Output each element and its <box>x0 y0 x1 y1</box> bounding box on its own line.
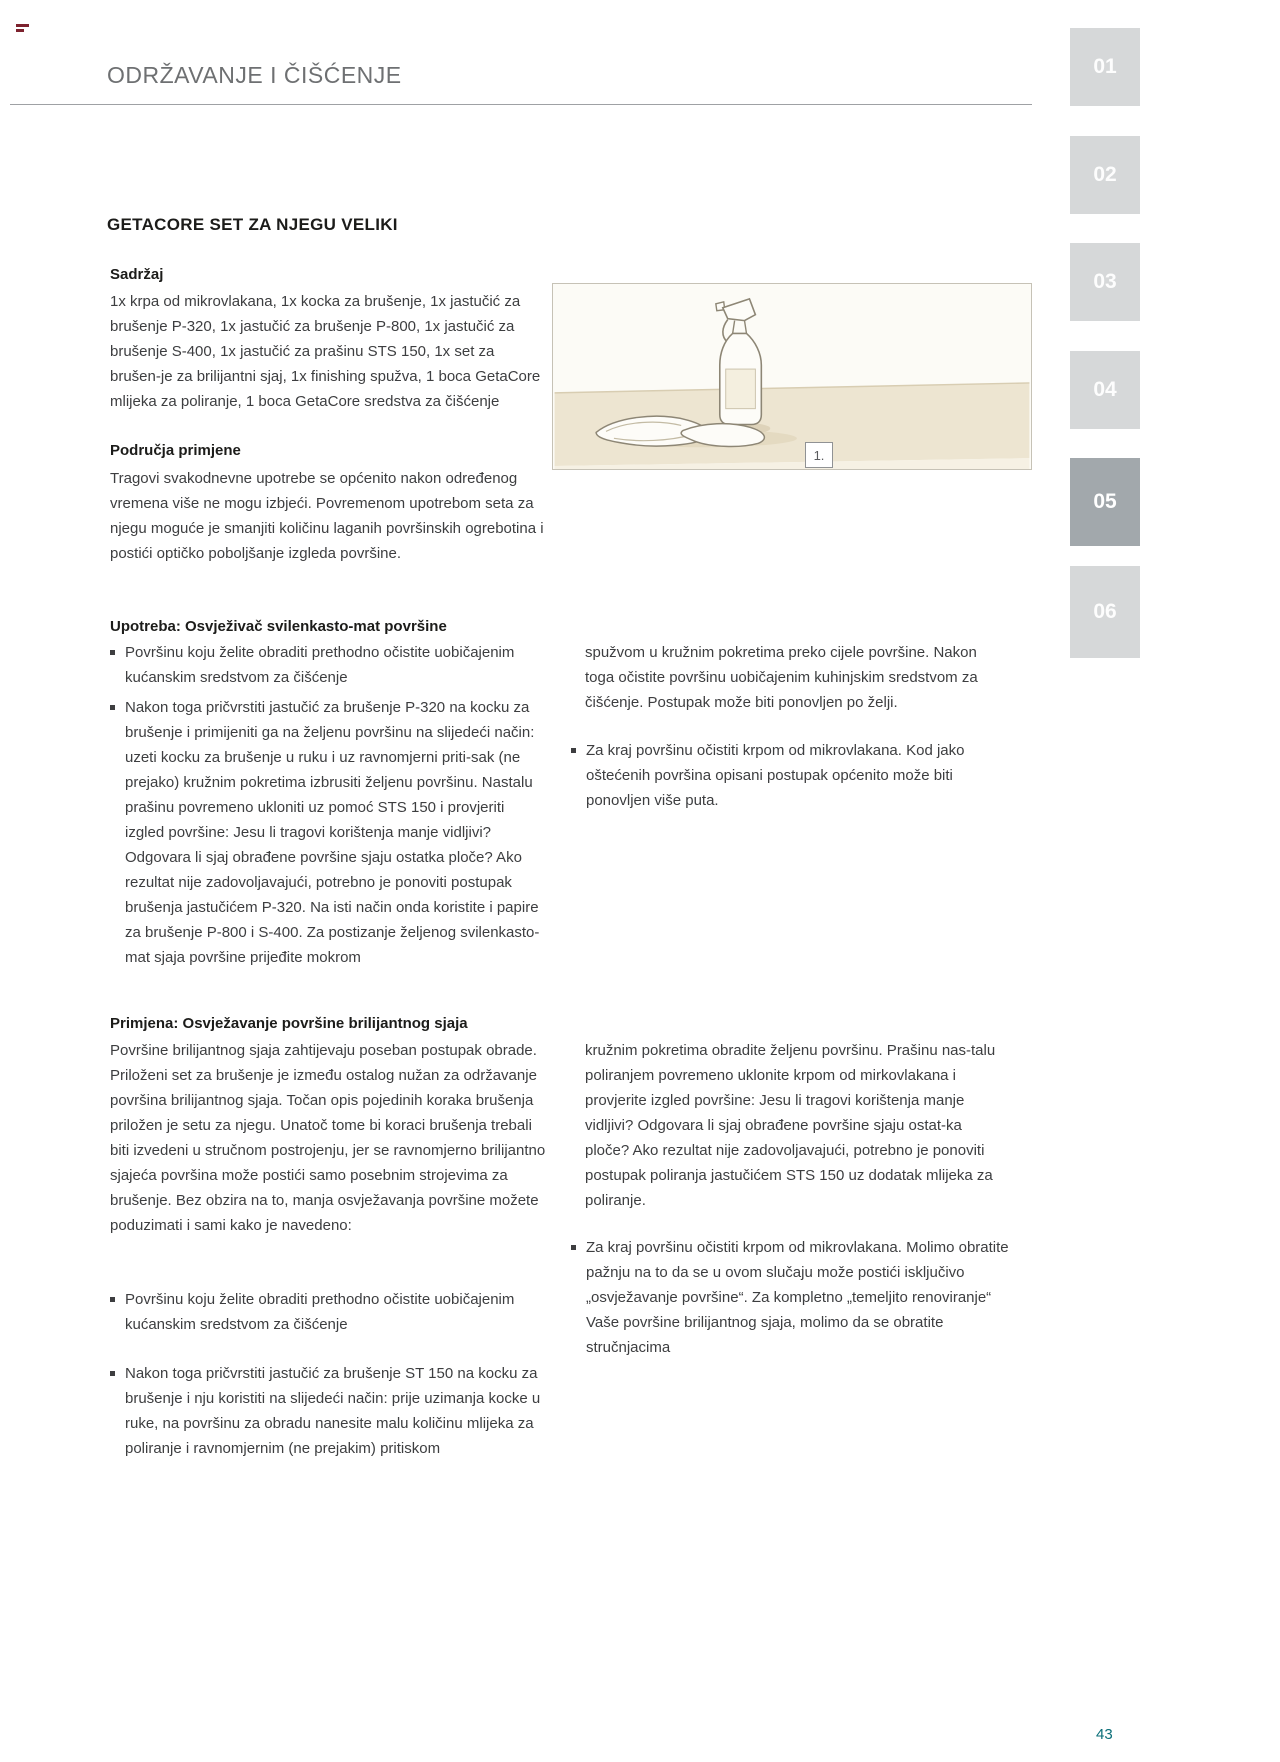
section-heading-primjena: Primjena: Osvježavanje površine brilijantnog sjaja <box>110 1015 468 1032</box>
section-heading-upotreba: Upotreba: Osvježivač svilenkasto-mat površine <box>110 618 447 635</box>
tab-02[interactable]: 02 <box>1070 136 1140 214</box>
list-item <box>110 1287 547 1337</box>
bullet-icon <box>110 1371 115 1376</box>
list-item <box>571 738 1007 813</box>
list-item-text: Nakon toga pričvrstiti jastučić za brušenje P-320 na kocku za brušenje i primijeniti ga na željenu površinu na slijedeći način: uzeti kocku za brušenje u ruku i uz ravnomjerni priti-sak (ne prejako) kružnim pokretima izbrusiti željenu površinu. Nastalu prašinu povremeno ukloniti uz pomoć STS 150 i provjeriti izgled površine: Jesu li tragovi korištenja manje vidljivi? Odgovara li sjaj obrađene površine sjaju ostatka ploče? Ako rezultat nije zadovoljavajući, potrebno je ponoviti postupak brušenja jastučićem P-320. Na isti način onda koristite i papire za brušenje P-800 i S-400. Za postizanje željenog svilenkasto-mat sjaja površine prijeđite mokrom <box>125 699 540 966</box>
section-heading-sadrzaj: Sadržaj <box>110 266 164 283</box>
header-divider <box>10 104 1032 105</box>
upotreba-right-text: spužvom u kružnim pokretima preko cijele površine. Nakon toga očistite površinu uobičajenim kuhinjskim sredstvom za čišćenje. Postupak može biti ponovljen po želji. <box>585 644 978 711</box>
list-item <box>571 1235 1009 1360</box>
tab-01[interactable]: 01 <box>1070 28 1140 106</box>
primjena-right-text: kružnim pokretima obradite željenu površinu. Prašinu nas-talu poliranjem povremeno uklonite krpom od mirkovlakana i provjerite izgled površine: Jesu li tragovi korištenja manje vidljivi? Odgovara li sjaj obrađene površine sjaju ostat-ka ploče? Ako rezultat nije zadovoljavajući, potrebno je ponoviti postupak poliranja jastučićem STS 150 uz dodatak mlijeka za poliranje. <box>585 1042 996 1209</box>
list-item-text: Površinu koju želite obraditi prethodno očistite uobičajenim kućanskim sredstvom za čišćenje <box>125 1291 515 1333</box>
spray-bottle-cloth-drawing <box>553 284 1031 469</box>
list-item-text: Površinu koju želite obraditi prethodno očistite uobičajenim kućanskim sredstvom za čišćenje <box>125 644 515 686</box>
figure-number: 1. <box>805 442 833 468</box>
page-number: 43 <box>1096 1726 1113 1743</box>
section-heading-podrucja: Područja primjene <box>110 442 241 459</box>
list-item-text: Za kraj površinu očistiti krpom od mikrovlakana. Kod jako oštećenih površina opisani postupak općenito može biti ponovljen više puta. <box>586 742 965 809</box>
upotreba-left-list <box>110 640 547 970</box>
tab-05-active[interactable]: 05 <box>1070 458 1140 546</box>
primjena-left-text: Površine brilijantnog sjaja zahtijevaju poseban postupak obrade. Priloženi set za brušenje je između ostalog nužan za održavanje površina brilijantnog sjaja. Točan opis pojedinih koraka brušenja priložen je setu za njegu. Unatoč tome bi koraci brušenja trebali biti izvedeni u stručnom postrojenju, jer se ravnomjerno brilijantno sjajeća površina može postići samo posebnim strojevima za brušenje. Bez obzira na to, manja osvježavanja površine možete poduzimati i sami kako je navedeno: <box>110 1042 546 1234</box>
bullet-icon <box>571 748 576 753</box>
bullet-icon <box>110 650 115 655</box>
brand-logo <box>16 24 29 34</box>
chapter-title: ODRŽAVANJE I ČIŠĆENJE <box>107 62 402 88</box>
primjena-right-list <box>571 1235 1009 1360</box>
list-item-text: Za kraj površinu očistiti krpom od mikrovlakana. Molimo obratite pažnju na to da se u ovom slučaju može postići isključivo „osvježavanje površine“. Za kompletno „temeljito renoviranje“ Vaše površine brilijantnog sjaja, molimo da se obratite stručnjacima <box>586 1239 1009 1356</box>
podrucja-text: Tragovi svakodnevne upotrebe se općenito nakon određenog vremena više ne mogu izbjeći. Povremenom upotrebom seta za njegu moguće je smanjiti količinu laganih površinskih ogrebotina i postići optičko poboljšanje izgleda površine. <box>110 470 544 562</box>
logo-bar <box>16 29 24 32</box>
bullet-icon <box>110 705 115 710</box>
tab-03[interactable]: 03 <box>1070 243 1140 321</box>
list-item-text: Nakon toga pričvrstiti jastučić za brušenje ST 150 na kocku za brušenje i nju koristiti na slijedeći način: prije uzimanja kocke u ruke, na površinu za obradu nanesite malu količinu mlijeka za poliranje i ravnomjernim (ne prejakim) pritiskom <box>125 1365 541 1457</box>
logo-bar <box>16 24 29 27</box>
product-illustration <box>552 283 1032 470</box>
sadrzaj-text: 1x krpa od mikrovlakana, 1x kocka za brušenje, 1x jastučić za brušenje P-320, 1x jastučić za brušenje P-800, 1x jastučić za brušenje S-400, 1x jastučić za prašinu STS 150, 1x set za brušen-je za brilijantni sjaj, 1x finishing spužva, 1 boca GetaCore mlijeka za poliranje, 1 boca GetaCore sredstva za čišćenje <box>110 293 541 410</box>
tab-06[interactable]: 06 <box>1070 566 1140 658</box>
bullet-icon <box>110 1297 115 1302</box>
product-title: GETACORE SET ZA NJEGU VELIKI <box>107 215 398 234</box>
primjena-left-list <box>110 1287 547 1461</box>
bullet-icon <box>571 1245 576 1250</box>
upotreba-right-list <box>571 738 1007 813</box>
tab-04[interactable]: 04 <box>1070 351 1140 429</box>
list-item <box>110 640 547 690</box>
list-item <box>110 1361 547 1461</box>
list-item <box>110 695 547 970</box>
